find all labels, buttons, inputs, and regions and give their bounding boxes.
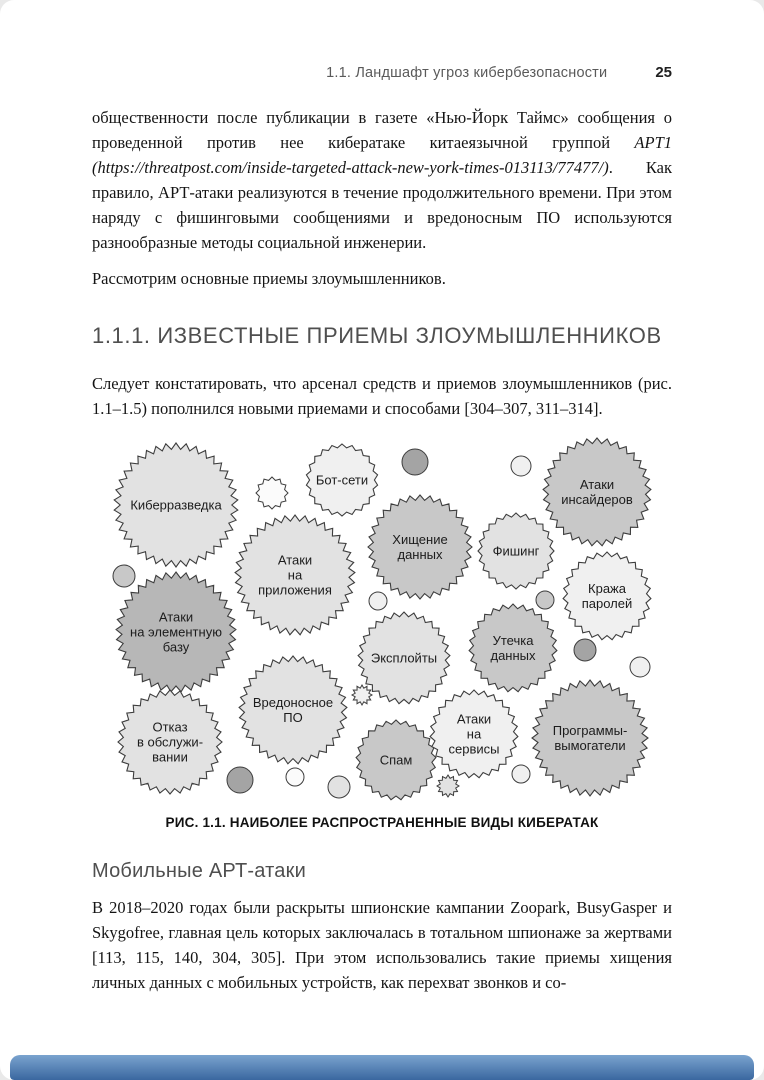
burst-service-attacks	[430, 690, 518, 778]
decorative-burst	[256, 477, 288, 509]
figure-cyberattack-types	[92, 435, 672, 830]
decorative-circle	[402, 449, 428, 475]
paragraph-intro: Рассмотрим основные приемы злоумышленников.	[92, 269, 446, 288]
decorative-circle	[113, 565, 135, 587]
burst-label: Бот-сети	[315, 472, 369, 488]
figure-svg	[92, 435, 672, 807]
burst-label: Утечка данных	[490, 633, 536, 663]
burst-label: Атаки инсайдеров	[561, 477, 633, 507]
burst-password-theft	[563, 552, 651, 640]
decorative-circle	[328, 776, 350, 798]
burst-label: Киберразведка	[130, 497, 222, 513]
burst-label: Атаки на приложения	[258, 552, 332, 598]
decorative-circle	[630, 657, 650, 677]
page-number: 25	[655, 64, 672, 81]
decorative-burst	[352, 685, 372, 705]
decorative-circle	[574, 639, 596, 661]
burst-label: Спам	[379, 752, 413, 768]
burst-label: Хищение данных	[392, 532, 448, 562]
decorative-circle	[369, 592, 387, 610]
burst-label: Атаки на сервисы	[448, 711, 500, 757]
decorative-circle	[511, 456, 531, 476]
burst-insider-attacks	[543, 438, 651, 546]
burst-exploits	[358, 612, 450, 704]
bottom-blue-bar	[10, 1055, 754, 1080]
burst-label: Вредоносное ПО	[252, 695, 334, 725]
decorative-circle	[227, 767, 253, 793]
paragraph-apt-attacks: общественности после публикации в газете «Нью-Йорк Таймс» сообщения о проведенной против нее кибератаке китаеязычной группой АРТ1 (https://threatpost.com/inside-targeted-attack-new-york-times-013113/77477/). Как правило, АРТ-атаки реализуются в течение продолжительного времени. При этом наряду с фишинговыми сообщениями и вредоносным ПО используются разнообразные методы социальной инженерии.	[92, 108, 672, 252]
burst-label: Отказ в обслужи-вании	[136, 719, 204, 765]
burst-ransomware	[532, 680, 648, 796]
running-title: 1.1. Ландшафт угроз кибербезопасности	[326, 65, 608, 81]
decorative-circle	[512, 765, 530, 783]
burst-data-theft	[368, 495, 472, 599]
burst-label: Программы-вымогатели	[552, 723, 628, 753]
figure-caption: РИС. 1.1. НАИБОЛЕЕ РАСПРОСТРАНЕННЫЕ ВИДЫ КИБЕРАТАК	[165, 815, 599, 830]
decorative-burst	[437, 775, 459, 797]
paragraph-mobile-apt: В 2018–2020 годах были раскрыты шпионские кампании Zoopark, BusyGasper и Skygofree, главная цель которых заключалась в тотальном шпионаже за жертвами [113, 115, 140, 304, 305]. При этом использовались такие приемы хищения личных данных с мобильных устройств, как перехват звонков и со-	[92, 898, 672, 992]
text-column	[92, 105, 672, 995]
burst-app-attacks	[235, 515, 355, 635]
burst-label: Фишинг	[492, 543, 540, 559]
decorative-circle	[286, 768, 304, 786]
page-header	[92, 0, 672, 81]
paragraph-arsenal: Следует констатировать, что арсенал средств и приемов злоумышленников (рис. 1.1–1.5) пополнился новыми приемами и способами [304–307, 311–314].	[92, 374, 672, 418]
burst-label: Атаки на элементную базу	[130, 609, 222, 655]
burst-hardware-attacks	[116, 572, 236, 692]
subsection-heading: Мобильные АРТ-атаки	[92, 860, 306, 882]
burst-label: Кража паролей	[581, 581, 633, 611]
decorative-circle	[536, 591, 554, 609]
section-heading: 1.1.1. ИЗВЕСТНЫЕ ПРИЕМЫ ЗЛОУМЫШЛЕННИКОВ	[92, 323, 662, 348]
burst-phishing	[478, 513, 554, 589]
burst-cyber-intel	[114, 443, 238, 567]
burst-denial-of-service	[118, 690, 222, 794]
burst-malware	[239, 656, 347, 764]
burst-data-leak	[469, 604, 557, 692]
burst-spam	[356, 720, 436, 800]
burst-label: Эксплойты	[370, 650, 438, 666]
burst-botnets	[306, 444, 377, 516]
